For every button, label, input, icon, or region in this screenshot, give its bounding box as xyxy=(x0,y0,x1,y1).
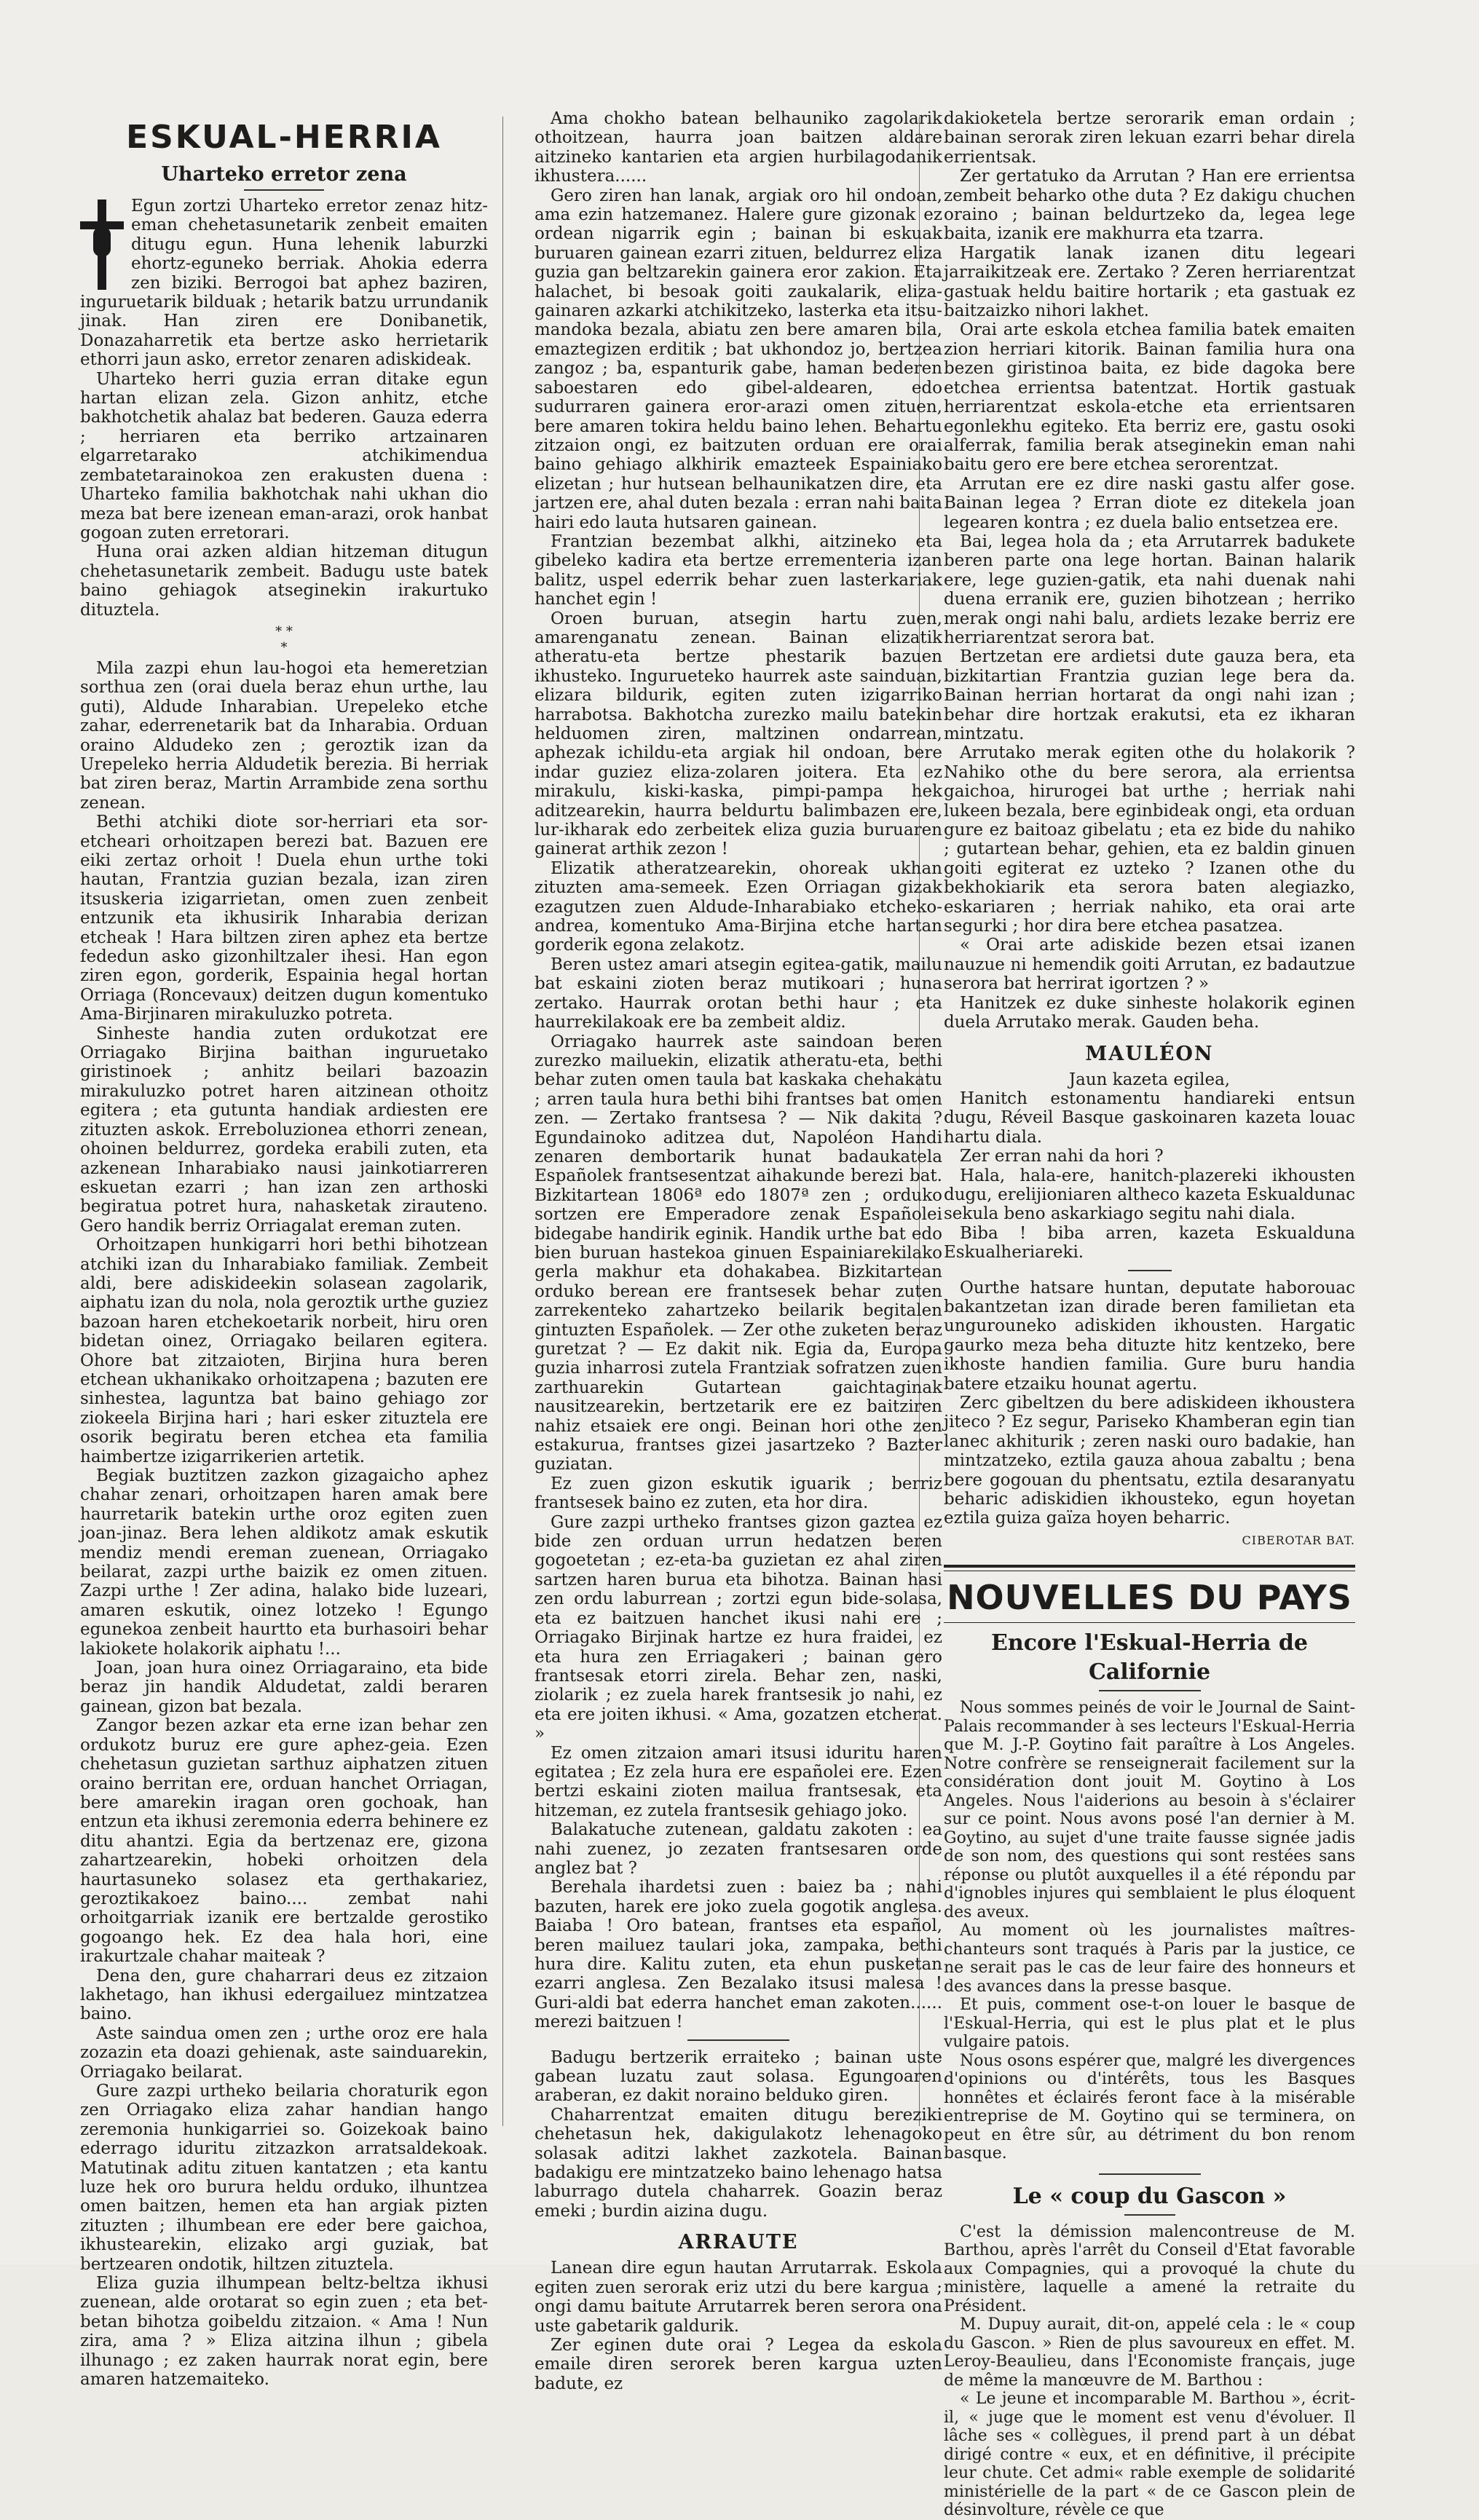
paragraph: Berehala ihardetsi zuen : baiez ba ; nahi bazuten, harek ere joko zuela gogotik anglesa. Baiaba ! Oro batean, frantses eta español, beren mailuez taulari joka, zampaka, bethi hura dire. Kalitu zuten, eta ehun pusketan ezarri anglesa. Zen Bezalako itsusi malesa ! Guri-aldi bat ederra hanchet eman zakoten...... merezi baitzuen ! xyxy=(535,1878,942,2032)
paragraph: « Le jeune et incomparable M. Barthou », écrit-il, « juge que le moment est venu d'évoluer. Il lâche ses « collègues, il prend part à un débat dirigé contre « eux, et en définitive, il précipite leur chute. Cet admi« rable exemple de solidarité ministérielle de la part « de ce Gascon plein de désinvolture, révèle ce que xyxy=(944,2390,1355,2520)
paragraph: Lanean dire egun hautan Arrutarrak. Eskola egiten zuen serorak eriz utzi du bere kargua ; ongi damu baitute Arrutarrek beren serora ona uste gabetarik galdurik. xyxy=(535,2259,942,2336)
paragraph: Mila zazpi ehun lau-hogoi eta hemeretzian sorthua zen (orai duela beraz ehun urthe, lau guti), Aldude Inharabian. Urepeleko etche zahar, ederrenetarik bat da Inharabia. Orduan oraino Aldudeko zen ; geroztik izan da Urepeleko herria Aldudetik berezia. Bi herriak bat ziren beraz, Martin Arrambide zena sorthu zenean. xyxy=(80,658,488,813)
crucifix-icon xyxy=(80,200,124,290)
paragraph: Zer eginen dute orai ? Legea da eskola emaile diren serorek beren kargua uzten badute, ez xyxy=(535,2335,942,2393)
article-title: Uharteko erretor zena xyxy=(161,163,407,186)
paragraph: Hanitch estonamentu handiareki entsun dugu, Réveil Basque gaskoinaren kazeta louac hartu diala. xyxy=(944,1089,1355,1147)
section-rule xyxy=(1099,2173,1201,2175)
paragraph: Balakatuche zutenean, galdatu zakoten : ea nahi zuenez, jo zezaten frantsesaren orde anglez bat ? xyxy=(535,1820,942,1878)
paragraph: Hala, hala-ere, hanitch-plazereki ikhousten dugu, erelijioniaren altheco kazeta Eskualdunac sekula beno askarkiago segitu nahi diala. xyxy=(944,1166,1355,1224)
section-rule xyxy=(687,2039,789,2041)
paragraph: Biba ! biba arren, kazeta Eskualduna Eskualheriareki. xyxy=(944,1223,1355,1263)
column-3 xyxy=(944,109,1355,2520)
title-rule xyxy=(244,189,324,191)
paragraph: Arrutako merak egiten othe du holakorik ? Nahiko othe du bere serora, ala errientsa gaichoa, hirurogei bat urthe ; herriak nahi lukeen bezala, bere eginbideak ongi, eta orduan gure ez baitoaz gibelatu ; eta ez bide du nahiko ; gutartean behar, gehien, eta ez baldin ginuen goiti egiterat ez uzteko ? Izanen othe du bekhokiarik eta serora baten alegiazko, eskariaren ; herriak nahiko, eta orai arte segurki ; hor dira bere etchea pasatzea. xyxy=(944,743,1355,936)
paragraph: Au moment où les journalistes maîtres-chanteurs sont traqués à Paris par la justice, ce ne serait pas le cas de leur faire des honneurs et des avances dans la presse basque. xyxy=(944,1921,1355,1996)
paragraph: Joan, joan hura oinez Orriagaraino, eta bide beraz jin handik Aldudetat, zaldi beraren gainean, gizon bat bezala. xyxy=(80,1659,488,1716)
french-article-title: Encore l'Eskual-Herria de Californie xyxy=(991,1630,1308,1686)
paragraph: Arrutan ere ez dire naski gastu alfer gose. Bainan legea ? Erran diote ez ditekela joan legearen kontra ; ez duela balio entsetzea ere. xyxy=(944,474,1355,532)
paragraph: Egun zortzi Uharteko erretor zenaz hitz-eman chehetasunetarik zenbeit emaiten ditugu egun. Huna lehenik laburzki ehortz-eguneko berriak. Ahokia ederra zen biziki. Berrogoi bat aphez baziren, inguruetarik bilduak ; hetarik batzu urrundanik jinak. Han ziren ere Donibanetik, Donazaharretik eta bertze asko herrietarik ethorri jaun asko, erretor zenaren adiskideak. xyxy=(80,197,488,370)
paragraph: dakioketela bertze serorarik eman ordain ; bainan serorak ziren lekuan ezarri behar direla errientsak. xyxy=(944,109,1355,167)
paragraph: Uharteko herri guzia erran ditake egun hartan elizan zela. Gizon anhitz, etche bakhotchetik ahalaz bat bederen. Gauza ederra ; herriaren eta berriko artzainaren elgarretarako atchikimendua zembatetarainokoa zen erakusten duena : Uharteko familia bakhotchak nahi ukhan dio meza bat bere izenean eman-arazi, orok hanbat gogoan zuten erretorari. xyxy=(80,369,488,542)
paragraph: « Orai arte adiskide bezen etsai izanen nauzue ni hemendik goiti Arrutan, ez badautzue serora bat herrirat igortzen ? » xyxy=(944,936,1355,994)
title-rule xyxy=(1099,1690,1201,1691)
heavy-rule xyxy=(944,1565,1355,1568)
paragraph: Oroen buruan, atsegin hartu zuen, amarenganatu zenean. Bainan elizatik atheratu-eta bertze phestarik bazuen ikhusteko. Ingurueteko haurrek aste sainduan, elizara bildurik, egiten zuten izigarriko harrabotsa. Bakhotcha zurezko mailu batekin helduomen ziren, maltzinen ondarrean, aphezak ichildu-eta argiak hil ondoan, bere indar guziez eliza-zolaren joitera. Eta ez mirakulu, kiski-kaska, pimpi-pampa hek aditzearekin, haurra beldurtu balimbazen ere, lur-ikharak edo zerbeitek eliza guzia buruaren gainerat arthik zezon ! xyxy=(535,609,942,859)
paragraph: Bethi atchiki diote sor-herriari eta sor-etcheari orhoitzapen berezi bat. Bazuen ere eiki zertaz orhoit ! Duela ehun urthe toki hautan, Frantzia guzian bezala, izan ziren itsuskeria izigarrietan, omen zuen zenbeit entzunik eta ikhusirik Inharabia derizan etcheak ! Hara biltzen ziren aphez eta bertze fededun asko gizonhiltzaler ihesi. Han egon ziren egon, gorderik, Espainia hegal hortan Orriaga (Roncevaux) deitzen dugun komentuko Ama-Birjinaren mirakuluzko potreta. xyxy=(80,813,488,1024)
paragraph: Zer gertatuko da Arrutan ? Han ere errientsa zembeit beharko othe duta ? Ez dakigu chuchen oraino ; bainan beldurtzeko da, legea lege baita, izanik ere makhurra eta tzarra. xyxy=(944,167,1355,244)
column-2 xyxy=(535,109,942,2393)
signature: CIBEROTAR BAT. xyxy=(1242,1533,1355,1547)
letter-salutation: Jaun kazeta egilea, xyxy=(1068,1070,1231,1089)
paragraph: Orai arte eskola etchea familia batek emaiten zion herriari kitorik. Bainan familia hura ona bezen giristinoa baita, ez bide dagoka bere etchea errientsa batentzat. Hortik gastuak herriarentzat eskola-etche eta errientsaren egonlekhu egiteko. Eta berriz ere, gastu osoki alferrak, familia berak atseginekin eman nahi baitu gero ere bere etchea serorentzat. xyxy=(944,320,1355,475)
section-title-arraute: ARRAUTE xyxy=(678,2231,799,2254)
paragraph: Bai, legea hola da ; eta Arrutarrek badukete beren parte ona lege hortan. Bainan halarik ere, lege guzien-gatik, eta nahi duenak nahi duena erranik ere, guzien bihotzean ; herriko merak ongi nahi balu, ardiets lezake berriz ere herriarentzat serora bat. xyxy=(944,532,1355,647)
paragraph: Orriagako haurrek aste saindoan beren zurezko mailuekin, elizatik atheratu-eta, bethi behar zuten omen taula bat kaskaka chehakatu ; arren taula hura bethi bihi frantses bat omen zen. — Zertako frantsesa ? — Nik dakita ? Egundainoko aditzea dut, Napoléon Handi zenaren dembortarik hunat badaukatela Españolek frantsesentzat aihakunde berezi bat. Bizkitartean 1806ª edo 1807ª zen ; orduko sortzen ere Emperadore zenak Españolei bidegabe handirik eginik. Handik urthe bat edo bien buruan hastekoa ginuen Espainiarekilako gerla makhur eta dohakabea. Bizkitartean orduko berean ere frantsesek behar zuten zarrekenteko zahartzeko beilarik begitalen gintuzten Españolek. — Zer othe zuketen beraz guretzat ? — Ez dakit nik. Egia da, Europa guzia inharrosi zutela Frantziak sofratzen zuen zarthuarekin Gutartean gaichtaginak nausitzearekin, bertzetarik ere ez baitziren nahiz etsaiek ere ongi. Beinan hori othe zen estakurua, frantses gizei jasartzeko ? Bazter guziatan. xyxy=(535,1032,942,1474)
paragraph: Nous osons espérer que, malgré les divergences d'opinions ou d'intérêts, tous les Basques honnêtes et éclairés feront face à la misérable entreprise de M. Goytino qui se terminera, on peut en être sûr, au détriment du bon renom basque. xyxy=(944,2051,1355,2163)
paragraph: Nous sommes peinés de voir le Journal de Saint-Palais recommander à ses lecteurs l'Eskual-Herria que M. J.-P. Goytino fait paraître à Los Angeles. Notre confrère se renseignerait facilement sur la considération dont jouit M. Goytino à Los Angeles. Nous l'aiderions au besoin à s'éclairer sur ce point. Nous avons posé l'an dernier à M. Goytino, au sujet d'une traite fausse signée jadis de son nom, des questions qui sont restées sans réponse ou plutôt auxquelles il a été répondu par d'ignobles injures qui semblaient le plus éloquent des aveux. xyxy=(944,1699,1355,1921)
paragraph: Ama chokho batean belhauniko zagolarik othoitzean, haurra joan baitzen aldare aitzineko kantarien eta argien hurbilagodanik ikhustera...... xyxy=(535,109,942,186)
paragraph: Badugu bertzerik erraiteko ; bainan uste gabean luzatu zaut solasa. Egungoaren araberan, ez dakit noraino belduko giren. xyxy=(535,2047,942,2106)
paragraph: Bertzetan ere ardietsi dute gauza bera, eta bizkitartian Frantzia guzian lege bera da. Bainan herrian hortarat da ongi nahi izan ; behar dire hortzak erakutsi, eta ez ikharan mintzatu. xyxy=(944,647,1355,743)
paragraph: Huna orai azken aldian hitzeman ditugun chehetasunetarik zembeit. Badugu uste batek baino gehiagok atseginekin irakurtuko dituztela. xyxy=(80,542,488,620)
section-stars: * * * xyxy=(275,623,293,655)
paragraph: Zerc gibeltzen du bere adiskideen ikhoustera jiteco ? Ez segur, Pariseko Khamberan egin tian lanec akhiturik ; zeren naski ouro badakie, han mintzatzeko, eztila gauza ahoua zabaltu ; bena bere gogouan du phentsatu, eztila desaranyatu beharic adiskidien ikhousteko, egun hoyetan eztila guiza gaïza hoyen beharric. xyxy=(944,1394,1355,1528)
paragraph: Et puis, comment ose-t-on louer le basque de l'Eskual-Herria, qui est le plus plat et le plus vulgaire patois. xyxy=(944,1996,1355,2052)
paragraph: Eliza guzia ilhumpean beltz-beltza ikhusi zuenean, alde orotarat so egin zuen ; eta bet-betan bihotza goibeldu zitzaion. « Ama ! Nun zira, ama ? » Eliza aitzina ilhun ; gibela ilhunago ; ez zaken haurrak norat egin, bere amaren hatzemaiteko. xyxy=(80,2274,488,2390)
paragraph: Ourthe hatsare huntan, deputate haborouac bakantzetan izan dirade beren familietan eta ungurouneko adiskiden ikhousten. Hargatic gaurko meza beha dituzte hitz kentzeko, bere ikhoste handien familia. Gure buru handia batere etzaiku hounat agertu. xyxy=(944,1278,1355,1394)
paragraph: Beren ustez amari atsegin egitea-gatik, mailu bat eskaini zioten beraz mutikoari ; huna zertako. Haurrak orotan bethi haur ; eta haurrekilakoak ere ba zembeit aldiz. xyxy=(535,955,942,1032)
section-banner-nouvelles: NOUVELLES DU PAYS xyxy=(947,1578,1352,1618)
paragraph: Aste saindua omen zen ; urthe oroz ere hala zozazin eta doazi gehienak, aste sainduarekin, Orriagako beilarat. xyxy=(80,2023,488,2082)
paragraph: Hanitzek ez duke sinheste holakorik eginen duela Arrutako merak. Gauden beha. xyxy=(944,993,1355,1032)
paragraph: Gure zazpi urtheko beilaria choraturik egon zen Orriagako eliza zahar handian hango zeremonia hunkigarriei so. Goizekoak baino ederrago iduritu zitzazkon arratsaldekoak. Matutinak aditu zituen kantatzen ; eta kantu luze hek oro burura heldu orduko, ilhuntzea omen baitzen, hemen eta han argiak pizten zituzten ; ilhumbean ere eder bere gaichoa, ikhustearekin, elizako argi guziak, bat bertzearen ondotik, hiltzen zituztela. xyxy=(80,2082,488,2274)
title-rule xyxy=(1124,2214,1175,2216)
section-rule xyxy=(1128,1270,1172,1271)
column-rule-1 xyxy=(502,116,503,2126)
paragraph: Zer erran nahi da hori ? xyxy=(960,1147,1164,1166)
paragraph: Begiak buztitzen zazkon gizagaicho aphez chahar zenari, orhoitzapen haren amak bere haurretarik batekin urthe oroz egiten zuen joan-jinaz. Bera lehen aldikotz amak eskutik mendiz mendi ereman zuenean, Orriagako beilarat, zazpi urthe baizik ez omen zituen. Zazpi urthe ! Zer adina, halako bide luzeari, amaren eskutik, oinez lotzeko ! Egungo egunekoa zenbeit haurtto eta burhasoiri behar lakiokete holakorik aiphatu !... xyxy=(80,1466,488,1659)
paragraph: Dena den, gure chaharrari deus ez zitzaion lakhetago, han ikhusi edergailuez mintzatzea baino. xyxy=(80,1966,488,2024)
paragraph: Ez omen zitzaion amari itsusi iduritu haren egitatea ; Ez zela hura ere españolei ere. Ezen bertzi eskaini zioten mailua frantsesak, eta hitzeman, ez zutela frantsesik gehiago joko. xyxy=(535,1743,942,1820)
paragraph: Chaharrentzat emaiten ditugu bereziki chehetasun hek, dakigulakotz lehenagoko solasak aditzi lakhet zazkotela. Bainan badakigu ere mintzatzeko baino lehenago hatsa laburrago dutela chaharrek. Goazin beraz emeki ; burdin aizina dugu. xyxy=(535,2105,942,2221)
section-title-mauleon: MAULÉON xyxy=(1085,1042,1214,1065)
masthead: ESKUAL-HERRIA xyxy=(126,119,442,156)
paragraph: Hargatik lanak izanen ditu legeari jarraikitzeak ere. Zertako ? Zeren herriarentzat gastuak heldu baitire hortarik ; eta gastuak ez baitzaizko nihori lakhet. xyxy=(944,243,1355,321)
paragraph: Frantzian bezembat alkhi, aitzineko eta gibeleko kadira eta bertze errementeria izan balitz, uspel ederrik behar zuen lasterkariak hanchet egin ! xyxy=(535,532,942,609)
paragraph: C'est la démission malencontreuse de M. Barthou, après l'arrêt du Conseil d'Etat favorable aux Compagnies, qui a provoqué la chute du ministère, laquelle a amené la retraite du Président. xyxy=(944,2222,1355,2315)
paragraph: M. Dupuy aurait, dit-on, appelé cela : le « coup du Gascon. » Rien de plus savoureux en effet. M. Leroy-Beaulieu, dans l'Economiste français, juge de même la manœuvre de M. Barthou : xyxy=(944,2315,1355,2390)
column-1 xyxy=(80,109,488,2390)
paragraph: Ez zuen gizon eskutik iguarik ; berriz frantsesek baino ez zuten, eta hor dira. xyxy=(535,1474,942,1513)
paragraph: Sinheste handia zuten ordukotzat ere Orriagako Birjina baithan inguruetako giristinoek ; anhitz beilari bazoazin mirakuluzko potret haren aitzinean othoitz egitera ; eta gutunta handiak ardiesten ere zituzten askok. Erreboluzionea ethorri zenean, ohoinen beldurrez, gordeka erabili zuten, eta azkenean Inharabiako nausi jainkotiarreren eskuetan ezarri ; han izan zen arthoski begiratua potret hura, nahasketak zirauteno. Gero handik berriz Orriagalat ereman zuten. xyxy=(80,1024,488,1236)
thin-rule xyxy=(944,1622,1355,1623)
paragraph: Zangor bezen azkar eta erne izan behar zen ordukotz buruz ere gure aphez-geia. Ezen chehetasun guzietan sarthuz aiphatzen zituen oraino berritan ere, orduan hanchet Orriagan, bere amarekin iragan oren gochoak, han entzun eta ikhusi zeremonia ederra behinere ez ditu ahantzi. Egia da bertzenaz ere, gizona zahartzearekin, hobeki orhoitzen dela haurtasuneko solasez eta gerthakariez, geroztikakoez baino.... zembat nahi orhoitgarriak izanik ere bertzalde gerostiko gogoango hek. Ez dea hala hori, eine irakurtzale chahar maiteak ? xyxy=(80,1716,488,1967)
paragraph: Elizatik atheratzearekin, ohoreak ukhan zituzten ama-semeek. Ezen Orriagan gizak ezagutzen zuen Aldude-Inharabiako etcheko-andrea, komentuko Ama-Birjina etche hartan gorderik egona zelakotz. xyxy=(535,858,942,955)
paragraph: Gure zazpi urtheko frantses gizon gaztea ez bide zen orduan urrun hedatzen beren gogoetetan ; ez-eta-ba guzietan ez ahal ziren sartzen haren burua eta bihotza. Bainan hasi zen ordu laburrean ; zortzi egun bide-solasa, eta ez baitzuen hanchet ikusi nahi ere ; Orriagako Birjinak hartze ez hura fraidei, ez eta hura zen Erriagakeri ; bainan gero frantsesak etorri zirela. Behar zen, naski, ziolarik ; ez zuela harek frantsesik jo nahi, ez eta ere joiten ikhusi. « Ama, gozatzen etcherat. » xyxy=(535,1512,942,1744)
paragraph: Orhoitzapen hunkigarri hori bethi bihotzean atchiki izan du Inharabiako familiak. Zembeit aldi, bere adiskideekin solasean zagolarik, aiphatu izan du nola, nola geroztik urthe guziez bazoan haren etchekoetarik norbeit, hiru oren bidetan oinez, Orriagako beilaren egitera. Ohore bat zitzaioten, Birjina hura beren etchean ukhanikako orhoitzapena ; bazuten ere sinhestea, laguntza bat baino gehiago zor ziokeela Birjina hari ; hari esker zituztela ere osorik begiratu beren etchea eta familia haimbertze izigarrikerien artetik. xyxy=(80,1236,488,1466)
paragraph: Gero ziren han lanak, argiak oro hil ondoan, ama ezin hatzemanez. Halere gure gizonak ez ordean nigarrik egin ; bainan bi eskuak buruaren gainean ezarri zituen, beldurrez eliza guzia gan beltzarekin gainera eror zakion. Eta halachet, bi besoak goiti zaukalarik, eliza-gainaren azkarki atchikitzeko, lasterka eta itsu-mandoka bezala, abiatu zen bere amaren bila, emaztegizen erditik ; bat ukhondoz jo, bertzea zangoz ; ba, espanturik gabe, haman bederen saboestaren edo gibel-aldearen, edo sudurraren gainera eror-arazi omen zituen, bere amaren tokira heldu baino lehen. Behartu zitzaion ongi, ez baitzuten orduan ere orai baino gehiago alkhirik emazteek Espainiako elizetan ; hur hutsean belhaunikatzen dire, eta jartzen ere, ahal duten bezala : erran nahi baita hairi edo lauta hutsaren gainean. xyxy=(535,186,942,532)
french-article-title-2: Le « coup du Gascon » xyxy=(1012,2183,1287,2209)
